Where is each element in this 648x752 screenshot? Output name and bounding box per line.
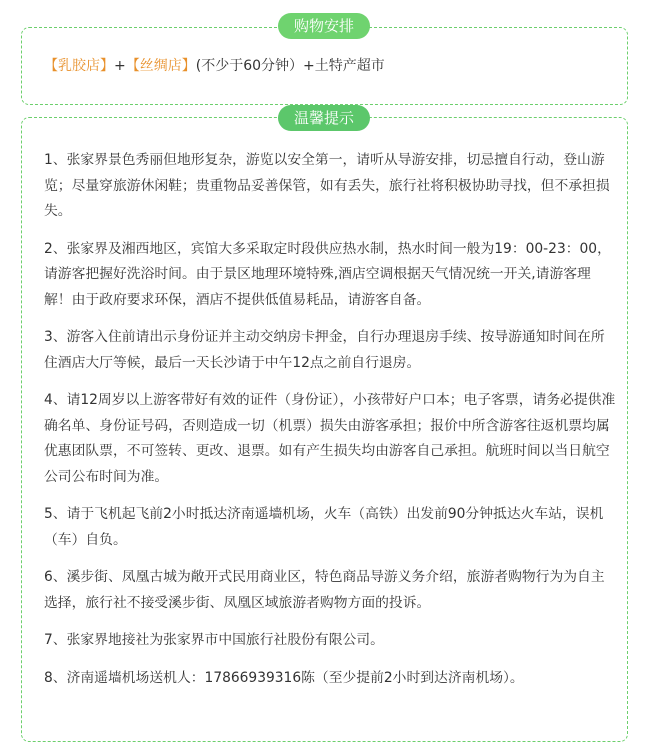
shopping-arrangement-line [44, 56, 385, 76]
tip-item-2: 2、张家界及湘西地区，宾馆大多采取定时段供应热水制，热水时间一般为19：00-23：00，请游客把握好洗浴时间。由于景区地理环境特殊,酒店空调根据天气情况统一开关,请游客理解！由于政府要求环保，酒店不提供低值易耗品，请游客自备。 [44, 240, 611, 308]
tip-item-6: 6、溪步街、凤凰古城为敞开式民用商业区，特色商品导游义务介绍，旅游者购物行为为自主选择，旅行社不接受溪步街、凤凰区域旅游者购物方面的投诉。 [44, 569, 605, 611]
shopping-section-title: 购物安排 [278, 13, 370, 39]
plus-sign: + [114, 58, 126, 74]
tip-item-4: 4、请12周岁以上游客带好有效的证件（身份证），小孩带好户口本；电子客票，请务必提供准确名单、身份证号码，否则造成一切（机票）损失由游客承担；报价中所含游客往返机票均属优惠团队票，不可签转、更改、退票。如有产生损失均由游客自己承担。航班时间以当日航空公司公布时间为准。 [44, 392, 616, 485]
tips-list [44, 148, 616, 703]
silk-store-label: 【丝绸店】 [125, 58, 196, 74]
tip-item-7: 7、张家界地接社为张家界市中国旅行社股份有限公司。 [44, 632, 384, 648]
tip-item-8: 8、济南遥墙机场送机人：17866939316陈（至少提前2小时到达济南机场）。 [44, 669, 524, 686]
shopping-rest-text: (不少于60分钟）+土特产超市 [195, 58, 385, 74]
tip-item-3: 3、游客入住前请出示身份证并主动交纳房卡押金，自行办理退房手续、按导游通知时间在所住酒店大厅等候，最后一天长沙请于中午12点之前自行退房。 [44, 329, 605, 371]
tip-item-1: 1、张家界景色秀丽但地形复杂，游览以安全第一，请听从导游安排，切忌擅自行动，登山游览；尽量穿旅游休闲鞋；贵重物品妥善保管，如有丢失，旅行社将积极协助寻找，但不承担损失。 [44, 152, 610, 219]
latex-store-label: 【乳胶店】 [44, 58, 114, 74]
tip-item-5: 5、请于飞机起飞前2小时抵达济南遥墙机场，火车（高铁）出发前90分钟抵达火车站，误机（车）自负。 [44, 506, 604, 548]
tips-section-title: 温馨提示 [278, 105, 370, 131]
